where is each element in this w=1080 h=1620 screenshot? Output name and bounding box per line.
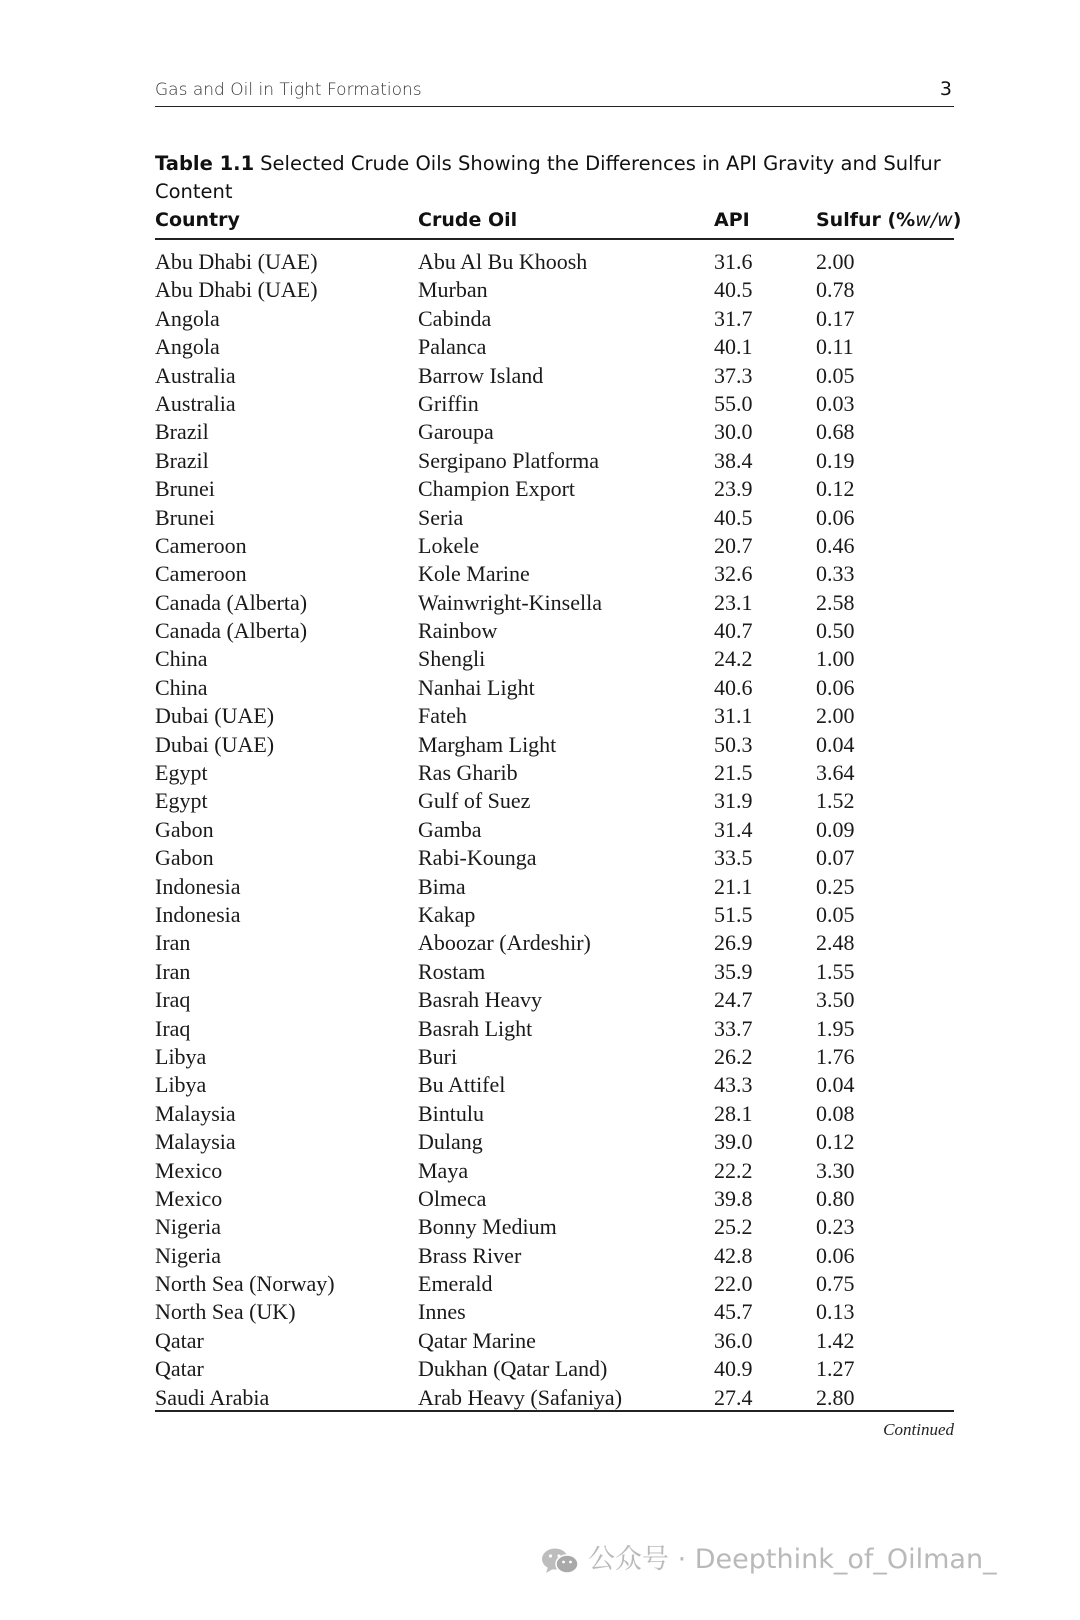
cell-crude-oil: Buri <box>418 1043 458 1069</box>
cell-crude-oil: Champion Export <box>418 476 576 502</box>
cell-crude-oil: Rainbow <box>418 618 498 644</box>
cell-api: 31.6 <box>714 249 753 274</box>
cell-country: North Sea (Norway) <box>155 1271 335 1297</box>
table-row <box>155 929 954 957</box>
cell-sulfur: 1.52 <box>816 788 855 814</box>
column-header-crude-oil: Crude Oil <box>418 209 518 231</box>
cell-crude-oil: Rabi-Kounga <box>418 845 537 871</box>
table-row <box>155 305 954 333</box>
cell-crude-oil: Ras Gharib <box>418 760 518 786</box>
cell-country: Canada (Alberta) <box>155 618 308 644</box>
cell-api: 51.5 <box>714 901 753 927</box>
cell-country: Iran <box>155 930 191 956</box>
cell-crude-oil: Abu Al Bu Khoosh <box>418 249 588 274</box>
table-row <box>155 1128 954 1156</box>
cell-crude-oil: Dulang <box>418 1129 483 1155</box>
cell-api: 31.7 <box>714 305 753 331</box>
cell-api: 37.3 <box>714 362 753 388</box>
cell-api: 31.4 <box>714 816 753 842</box>
cell-api: 22.2 <box>714 1157 753 1183</box>
cell-sulfur: 0.07 <box>816 845 855 871</box>
cell-country: Egypt <box>155 760 208 786</box>
cell-api: 40.6 <box>714 674 753 700</box>
cell-country: Libya <box>155 1043 207 1069</box>
cell-crude-oil: Emerald <box>418 1271 493 1297</box>
cell-sulfur: 1.95 <box>816 1015 855 1041</box>
cell-sulfur: 0.12 <box>816 1129 855 1155</box>
table-row <box>155 475 954 503</box>
cell-crude-oil: Fateh <box>418 703 467 729</box>
cell-country: Angola <box>155 305 220 331</box>
table-row <box>155 1015 954 1043</box>
page-number: 3 <box>939 78 952 100</box>
cell-sulfur: 0.80 <box>816 1185 855 1211</box>
cell-crude-oil: Innes <box>418 1299 466 1325</box>
cell-country: Brunei <box>155 504 215 530</box>
table-bottom-rule <box>155 1410 954 1412</box>
table-row <box>155 1071 954 1099</box>
cell-country: Indonesia <box>155 873 241 899</box>
cell-sulfur: 2.48 <box>816 930 855 956</box>
cell-sulfur: 0.05 <box>816 901 855 927</box>
cell-sulfur: 0.17 <box>816 305 855 331</box>
cell-country: Nigeria <box>155 1242 221 1268</box>
cell-country: Dubai (UAE) <box>155 731 275 757</box>
cell-country: Brazil <box>155 419 209 445</box>
cell-sulfur: 2.00 <box>816 249 855 274</box>
cell-api: 30.0 <box>714 419 753 445</box>
table-row <box>155 1327 954 1355</box>
cell-sulfur: 0.04 <box>816 731 855 757</box>
table-row <box>155 1355 954 1383</box>
cell-crude-oil: Basrah Light <box>418 1015 533 1041</box>
table-row <box>155 617 954 645</box>
cell-api: 31.1 <box>714 703 753 729</box>
cell-sulfur: 2.80 <box>816 1384 855 1410</box>
cell-crude-oil: Arab Heavy (Safaniya) <box>418 1384 623 1410</box>
cell-api: 50.3 <box>714 731 753 757</box>
table-row <box>155 560 954 588</box>
cell-sulfur: 0.12 <box>816 476 855 502</box>
cell-sulfur: 3.30 <box>816 1157 855 1183</box>
cell-api: 33.5 <box>714 845 753 871</box>
table-row <box>155 333 954 361</box>
table-caption-text: Selected Crude Oils Showing the Differences in API Gravity and Sulfur Content <box>155 152 941 203</box>
cell-country: Libya <box>155 1072 207 1098</box>
cell-api: 21.5 <box>714 760 753 786</box>
cell-sulfur: 0.75 <box>816 1271 855 1297</box>
cell-api: 38.4 <box>714 447 753 473</box>
cell-api: 31.9 <box>714 788 753 814</box>
cell-crude-oil: Barrow Island <box>418 362 544 388</box>
table-row <box>155 1298 954 1326</box>
cell-sulfur: 0.13 <box>816 1299 855 1325</box>
cell-country: China <box>155 674 208 700</box>
table-row <box>155 1242 954 1270</box>
table-row <box>155 1270 954 1298</box>
column-header-country: Country <box>155 209 240 231</box>
table-row <box>155 447 954 475</box>
cell-country: Iran <box>155 958 191 984</box>
table-body <box>155 248 954 1412</box>
watermark-text: 公众号 · Deepthink_of_Oilman_ <box>588 1544 997 1575</box>
column-header-sulfur-close: ) <box>952 209 962 231</box>
cell-crude-oil: Griffin <box>418 390 479 416</box>
column-header-api: API <box>714 209 750 231</box>
cell-crude-oil: Lokele <box>418 532 480 558</box>
cell-country: Malaysia <box>155 1100 236 1126</box>
cell-api: 28.1 <box>714 1100 753 1126</box>
cell-sulfur: 1.55 <box>816 958 855 984</box>
cell-api: 26.2 <box>714 1043 753 1069</box>
cell-api: 24.7 <box>714 987 753 1013</box>
cell-sulfur: 0.78 <box>816 277 855 303</box>
table-row <box>155 1043 954 1071</box>
column-header-sulfur <box>816 205 961 235</box>
cell-sulfur: 1.27 <box>816 1356 855 1382</box>
cell-crude-oil: Wainwright-Kinsella <box>418 589 602 615</box>
cell-country: Qatar <box>155 1356 204 1382</box>
cell-api: 24.2 <box>714 646 753 672</box>
table-row <box>155 901 954 929</box>
cell-api: 45.7 <box>714 1299 753 1325</box>
cell-crude-oil: Palanca <box>418 334 487 360</box>
table-row <box>155 759 954 787</box>
cell-crude-oil: Bu Attifel <box>418 1072 506 1098</box>
cell-api: 25.2 <box>714 1214 753 1240</box>
table-row <box>155 276 954 304</box>
running-header <box>155 76 954 107</box>
cell-crude-oil: Nanhai Light <box>418 674 535 700</box>
cell-sulfur: 0.06 <box>816 1242 855 1268</box>
cell-api: 40.5 <box>714 277 753 303</box>
table-row <box>155 532 954 560</box>
table-row <box>155 418 954 446</box>
cell-sulfur: 0.08 <box>816 1100 855 1126</box>
table-row <box>155 504 954 532</box>
table-row <box>155 362 954 390</box>
cell-sulfur: 0.68 <box>816 419 855 445</box>
cell-country: Brunei <box>155 476 215 502</box>
cell-api: 27.4 <box>714 1384 753 1410</box>
cell-crude-oil: Gulf of Suez <box>418 788 531 814</box>
cell-country: Nigeria <box>155 1214 221 1240</box>
cell-country: Egypt <box>155 788 208 814</box>
cell-crude-oil: Basrah Heavy <box>418 987 543 1013</box>
cell-api: 39.0 <box>714 1129 753 1155</box>
cell-api: 33.7 <box>714 1015 753 1041</box>
table-row <box>155 589 954 617</box>
cell-api: 40.7 <box>714 618 753 644</box>
cell-crude-oil: Shengli <box>418 646 486 672</box>
cell-country: Abu Dhabi (UAE) <box>155 277 318 303</box>
table-row <box>155 787 954 815</box>
cell-api: 40.5 <box>714 504 753 530</box>
table-row <box>155 1384 954 1412</box>
cell-api: 43.3 <box>714 1072 753 1098</box>
cell-crude-oil: Seria <box>418 504 464 530</box>
table-row <box>155 674 954 702</box>
cell-country: Cameroon <box>155 532 247 558</box>
cell-sulfur: 0.09 <box>816 816 855 842</box>
cell-api: 42.8 <box>714 1242 753 1268</box>
cell-api: 36.0 <box>714 1327 753 1353</box>
cell-country: Qatar <box>155 1327 204 1353</box>
cell-country: Mexico <box>155 1157 223 1183</box>
table-label: Table 1.1 <box>155 152 255 175</box>
cell-sulfur: 0.25 <box>816 873 855 899</box>
cell-sulfur: 0.19 <box>816 447 855 473</box>
cell-country: Iraq <box>155 1015 191 1041</box>
cell-api: 21.1 <box>714 873 753 899</box>
cell-crude-oil: Dukhan (Qatar Land) <box>418 1356 608 1382</box>
cell-country: Dubai (UAE) <box>155 703 275 729</box>
cell-crude-oil: Bonny Medium <box>418 1214 557 1240</box>
cell-api: 22.0 <box>714 1271 753 1297</box>
cell-api: 55.0 <box>714 390 753 416</box>
table-row <box>155 1157 954 1185</box>
cell-crude-oil: Aboozar (Ardeshir) <box>418 930 591 956</box>
cell-country: Australia <box>155 362 236 388</box>
cell-api: 35.9 <box>714 958 753 984</box>
cell-sulfur: 2.58 <box>816 589 855 615</box>
cell-country: Canada (Alberta) <box>155 589 308 615</box>
cell-sulfur: 1.42 <box>816 1327 855 1353</box>
cell-crude-oil: Brass River <box>418 1242 522 1268</box>
cell-sulfur: 2.00 <box>816 703 855 729</box>
cell-api: 39.8 <box>714 1185 753 1211</box>
cell-crude-oil: Rostam <box>418 958 486 984</box>
cell-api: 23.1 <box>714 589 753 615</box>
cell-sulfur: 0.04 <box>816 1072 855 1098</box>
table-row <box>155 958 954 986</box>
column-header-sulfur-label: Sulfur (% <box>816 209 916 231</box>
cell-crude-oil: Murban <box>418 277 488 303</box>
cell-country: Malaysia <box>155 1129 236 1155</box>
table-row <box>155 731 954 759</box>
continued-note: Continued <box>883 1420 954 1439</box>
cell-sulfur: 1.00 <box>816 646 855 672</box>
cell-country: Angola <box>155 334 220 360</box>
cell-country: Cameroon <box>155 561 247 587</box>
cell-country: North Sea (UK) <box>155 1299 296 1325</box>
cell-sulfur: 0.03 <box>816 390 855 416</box>
cell-crude-oil: Garoupa <box>418 419 494 445</box>
cell-sulfur: 1.76 <box>816 1043 855 1069</box>
cell-sulfur: 3.64 <box>816 760 855 786</box>
table-row <box>155 816 954 844</box>
cell-country: Indonesia <box>155 901 241 927</box>
cell-sulfur: 0.06 <box>816 504 855 530</box>
table-row <box>155 1100 954 1128</box>
cell-crude-oil: Qatar Marine <box>418 1327 536 1353</box>
cell-country: Abu Dhabi (UAE) <box>155 249 318 274</box>
table-row <box>155 248 954 276</box>
cell-sulfur: 0.33 <box>816 561 855 587</box>
cell-country: Gabon <box>155 845 214 871</box>
table-row <box>155 844 954 872</box>
cell-sulfur: 0.46 <box>816 532 855 558</box>
cell-api: 40.1 <box>714 334 753 360</box>
column-header-sulfur-unit: w/w <box>915 209 953 231</box>
cell-sulfur: 3.50 <box>816 987 855 1013</box>
cell-sulfur: 0.06 <box>816 674 855 700</box>
cell-crude-oil: Olmeca <box>418 1185 487 1211</box>
cell-crude-oil: Bintulu <box>418 1100 485 1126</box>
cell-crude-oil: Cabinda <box>418 305 492 331</box>
cell-country: Gabon <box>155 816 214 842</box>
cell-sulfur: 0.23 <box>816 1214 855 1240</box>
table-row <box>155 986 954 1014</box>
cell-crude-oil: Gamba <box>418 816 482 842</box>
cell-crude-oil: Margham Light <box>418 731 557 757</box>
cell-api: 32.6 <box>714 561 753 587</box>
cell-country: Saudi Arabia <box>155 1384 270 1410</box>
cell-sulfur: 0.11 <box>816 334 854 360</box>
cell-crude-oil: Bima <box>418 873 466 899</box>
cell-crude-oil: Maya <box>418 1157 469 1183</box>
table-top-rule <box>155 238 954 240</box>
table-caption <box>155 150 954 206</box>
table-row <box>155 1185 954 1213</box>
cell-api: 20.7 <box>714 532 753 558</box>
cell-api: 26.9 <box>714 930 753 956</box>
cell-country: Australia <box>155 390 236 416</box>
cell-country: Iraq <box>155 987 191 1013</box>
cell-sulfur: 0.50 <box>816 618 855 644</box>
cell-country: Brazil <box>155 447 209 473</box>
cell-country: China <box>155 646 208 672</box>
watermark <box>540 1540 997 1580</box>
cell-sulfur: 0.05 <box>816 362 855 388</box>
cell-crude-oil: Kakap <box>418 901 476 927</box>
cell-country: Mexico <box>155 1185 223 1211</box>
cell-api: 40.9 <box>714 1356 753 1382</box>
table-row <box>155 1213 954 1241</box>
cell-crude-oil: Sergipano Platforma <box>418 447 600 473</box>
table-row <box>155 645 954 673</box>
running-title: Gas and Oil in Tight Formations <box>155 80 422 100</box>
table-row <box>155 390 954 418</box>
table-row <box>155 702 954 730</box>
cell-crude-oil: Kole Marine <box>418 561 530 587</box>
cell-api: 23.9 <box>714 476 753 502</box>
table-row <box>155 873 954 901</box>
wechat-icon <box>540 1546 580 1576</box>
